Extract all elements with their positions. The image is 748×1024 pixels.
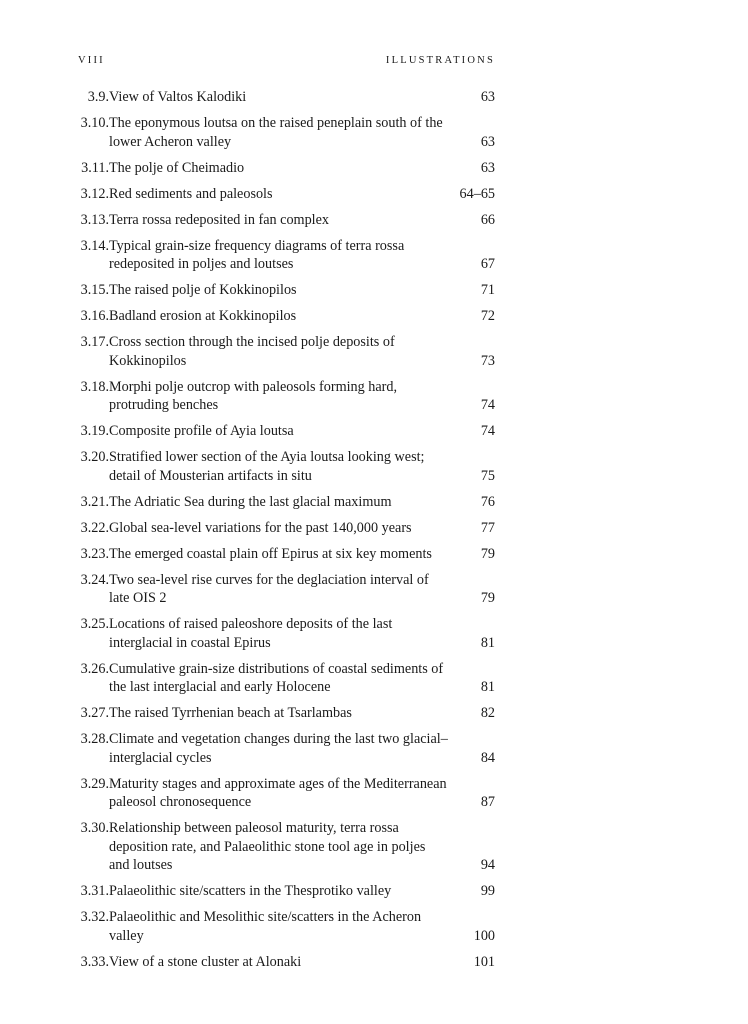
list-item bbox=[78, 88, 495, 107]
figure-number: 3.26. bbox=[80, 660, 109, 677]
illustrations-list bbox=[78, 88, 495, 979]
figure-title: Maturity stages and approximate ages of the Mediterranean paleosol chronosequence bbox=[109, 775, 447, 810]
figure-title: Cumulative grain-size distributions of coastal sediments of the last interglacial and early Holocene bbox=[109, 660, 444, 695]
figure-title: The polje of Cheimadio bbox=[109, 159, 245, 176]
page-number: 63 bbox=[480, 89, 495, 105]
figure-title: Badland erosion at Kokkinopilos bbox=[109, 308, 297, 324]
page-number: 94 bbox=[480, 857, 495, 873]
list-item bbox=[78, 378, 495, 415]
figure-number: 3.11. bbox=[81, 159, 109, 176]
figure-number: 3.14. bbox=[80, 237, 109, 254]
list-item bbox=[78, 281, 495, 300]
figure-title: Global sea-level variations for the past 140,000 years bbox=[109, 519, 412, 536]
page-number: 71 bbox=[480, 282, 495, 298]
figure-title: Stratified lower section of the Ayia loutsa looking west; detail of Mousterian artifacts in situ bbox=[109, 449, 425, 484]
figure-number: 3.33. bbox=[80, 953, 109, 970]
figure-title: The raised polje of Kokkinopilos bbox=[109, 282, 297, 298]
page-number: 81 bbox=[480, 679, 495, 695]
folio: VIII bbox=[78, 55, 105, 66]
page-number: 76 bbox=[480, 493, 495, 510]
page-number: 72 bbox=[480, 308, 495, 324]
list-item bbox=[78, 211, 495, 230]
figure-number: 3.9. bbox=[87, 89, 109, 105]
figure-number: 3.24. bbox=[80, 571, 109, 588]
list-item bbox=[78, 519, 495, 538]
page-number: 101 bbox=[473, 953, 495, 970]
figure-number: 3.30. bbox=[80, 820, 109, 836]
page-number: 63 bbox=[480, 133, 495, 150]
page-number: 66 bbox=[480, 211, 495, 228]
figure-title: Terra rossa redeposited in fan complex bbox=[109, 211, 330, 228]
list-item bbox=[78, 114, 495, 151]
figure-number: 3.18. bbox=[80, 378, 109, 395]
figure-number: 3.17. bbox=[80, 334, 109, 350]
list-item bbox=[78, 908, 495, 945]
section-title: ILLUSTRATIONS bbox=[385, 55, 495, 66]
list-item bbox=[78, 333, 495, 370]
list-item bbox=[78, 704, 495, 723]
figure-number: 3.25. bbox=[80, 616, 109, 632]
figure-title: The emerged coastal plain off Epirus at six key moments bbox=[109, 545, 432, 562]
page-number: 100 bbox=[473, 927, 495, 944]
running-head bbox=[78, 55, 495, 66]
list-item bbox=[78, 882, 495, 901]
figure-number: 3.29. bbox=[80, 775, 109, 792]
figure-number: 3.10. bbox=[80, 115, 109, 131]
page-number: 79 bbox=[480, 545, 495, 562]
figure-number: 3.31. bbox=[80, 883, 109, 899]
figure-title: Morphi polje outcrop with paleosols forming hard, protruding benches bbox=[109, 378, 398, 413]
page-number: 87 bbox=[480, 794, 495, 810]
figure-number: 3.12. bbox=[80, 185, 109, 202]
figure-title: View of a stone cluster at Alonaki bbox=[109, 953, 302, 970]
figure-number: 3.22. bbox=[80, 519, 109, 536]
page-number: 73 bbox=[480, 352, 495, 369]
page-number: 64–65 bbox=[459, 185, 495, 202]
page-number: 63 bbox=[480, 159, 495, 176]
figure-number: 3.27. bbox=[80, 705, 109, 721]
page-number: 77 bbox=[480, 519, 495, 536]
list-item bbox=[78, 775, 495, 812]
list-item bbox=[78, 493, 495, 512]
list-item bbox=[78, 615, 495, 652]
list-item bbox=[78, 448, 495, 485]
figure-number: 3.20. bbox=[80, 449, 109, 465]
figure-number: 3.15. bbox=[80, 282, 109, 298]
figure-number: 3.23. bbox=[80, 545, 109, 562]
list-item bbox=[78, 660, 495, 697]
figure-title: Red sediments and paleosols bbox=[109, 185, 273, 202]
list-item bbox=[78, 237, 495, 274]
figure-title: Climate and vegetation changes during the last two glacial–interglacial cycles bbox=[109, 731, 448, 766]
list-item bbox=[78, 422, 495, 441]
figure-title: The raised Tyrrhenian beach at Tsarlambas bbox=[109, 705, 352, 721]
figure-title: Relationship between paleosol maturity, terra rossa deposition rate, and Palaeolithic stone tool age in poljes and loutses bbox=[109, 820, 426, 873]
figure-title: Palaeolithic and Mesolithic site/scatters in the Acheron valley bbox=[109, 909, 422, 944]
figure-title: Palaeolithic site/scatters in the Thesprotiko valley bbox=[109, 883, 392, 899]
figure-title: View of Valtos Kalodiki bbox=[109, 89, 247, 105]
figure-title: Typical grain-size frequency diagrams of terra rossa redeposited in poljes and loutses bbox=[109, 237, 405, 272]
page-number: 99 bbox=[480, 883, 495, 899]
list-item bbox=[78, 545, 495, 564]
figure-number: 3.16. bbox=[80, 308, 109, 324]
figure-number: 3.21. bbox=[80, 493, 109, 510]
list-item bbox=[78, 730, 495, 767]
list-item bbox=[78, 307, 495, 326]
figure-number: 3.19. bbox=[80, 423, 109, 439]
figure-title: The eponymous loutsa on the raised peneplain south of the lower Acheron valley bbox=[109, 115, 443, 150]
list-item bbox=[78, 571, 495, 608]
list-item bbox=[78, 185, 495, 204]
page-number: 74 bbox=[480, 423, 495, 439]
figure-number: 3.28. bbox=[80, 731, 109, 747]
page-number: 82 bbox=[480, 705, 495, 721]
figure-title: Locations of raised paleoshore deposits of the last interglacial in coastal Epirus bbox=[109, 616, 393, 651]
page-number: 81 bbox=[480, 634, 495, 651]
figure-title: The Adriatic Sea during the last glacial maximum bbox=[109, 493, 392, 510]
figure-number: 3.32. bbox=[80, 909, 109, 925]
page-number: 67 bbox=[480, 256, 495, 272]
figure-title: Cross section through the incised polje deposits of Kokkinopilos bbox=[109, 334, 395, 369]
list-item bbox=[78, 819, 495, 875]
page-number: 75 bbox=[480, 467, 495, 484]
page-number: 74 bbox=[480, 397, 495, 413]
page-number: 79 bbox=[480, 590, 495, 606]
figure-number: 3.13. bbox=[80, 211, 109, 228]
page-number: 84 bbox=[480, 749, 495, 766]
list-item bbox=[78, 953, 495, 972]
figure-title: Composite profile of Ayia loutsa bbox=[109, 423, 294, 439]
list-item bbox=[78, 159, 495, 178]
figure-title: Two sea-level rise curves for the deglaciation interval of late OIS 2 bbox=[109, 571, 429, 606]
